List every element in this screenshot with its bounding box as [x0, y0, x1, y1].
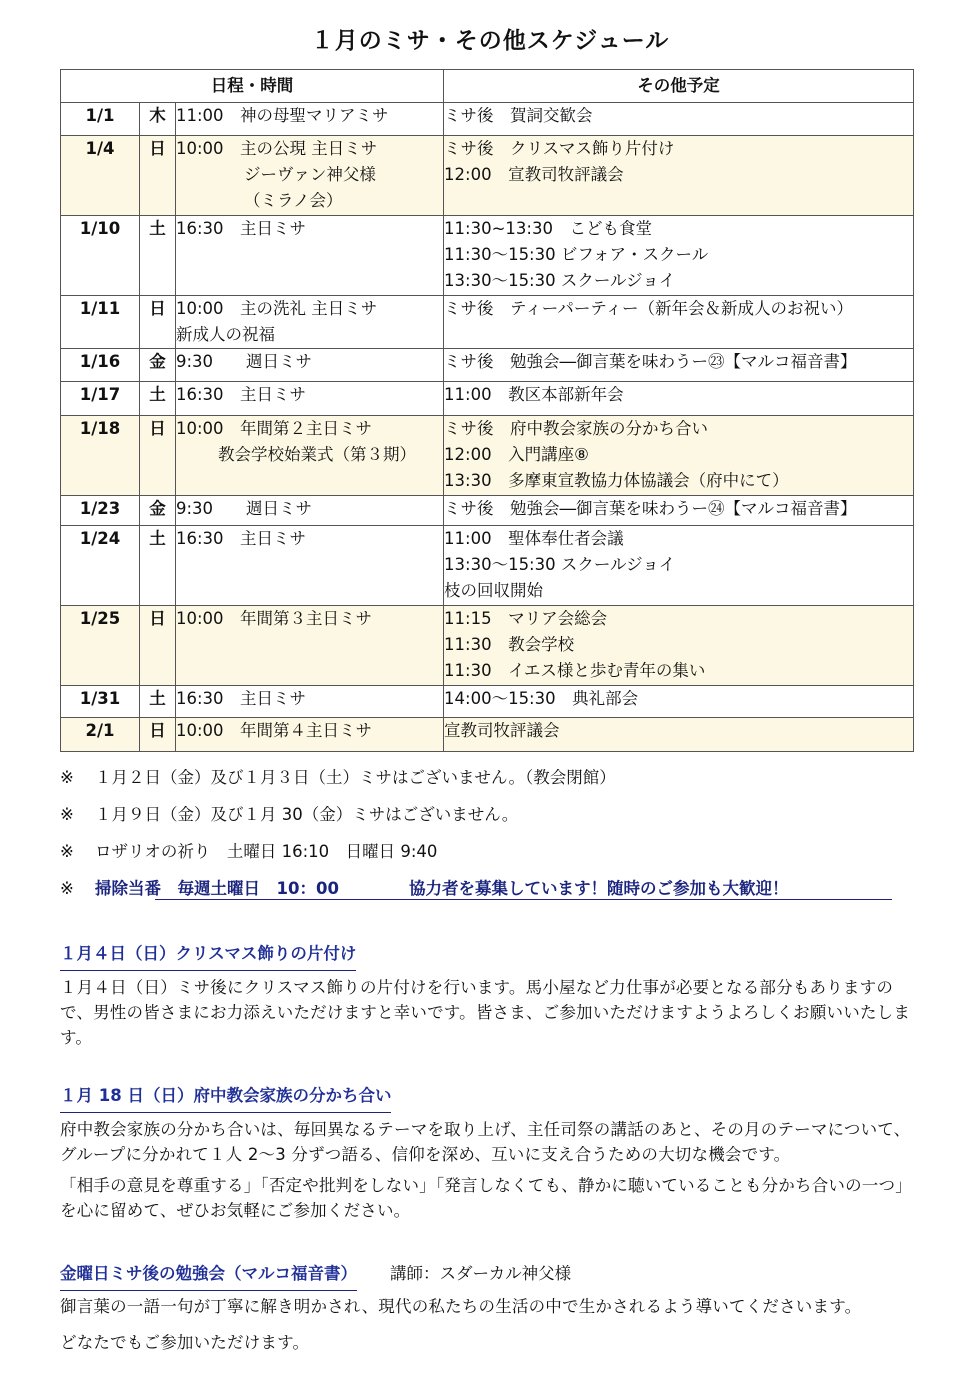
row-mass — [176, 416, 444, 496]
mass-line: 16:30 主日ミサ — [176, 529, 307, 548]
row-other — [444, 136, 914, 216]
table-row — [61, 526, 914, 606]
row-day: 金 — [140, 349, 176, 382]
schedule-table — [60, 69, 914, 752]
other-line: 11:30 教会学校 — [444, 635, 575, 654]
section-body-family-sharing-1: 府中教会家族の分かち合いは、毎回異なるテーマを取り上げ、主任司祭の講話のあと、その月のテーマについて、グループに分かれて１人 2～3 分ずつ語る、信仰を深め、互いに支え合うための大切な機会です。 — [60, 1120, 911, 1164]
section-body-study-group-1: 御言葉の一語一句が丁寧に解き明かされ、現代の私たちの生活の中で生かされるよう導いてくださいます。 — [60, 1297, 862, 1316]
row-other — [444, 382, 914, 416]
mass-line: （ミラノ会） — [244, 191, 343, 210]
row-other — [444, 496, 914, 526]
table-header-row — [61, 70, 914, 103]
other-line: 13:30～15:30 スクールジョイ — [444, 555, 676, 574]
mass-line: 10:00 年間第２主日ミサ — [176, 419, 373, 438]
other-line: 12:00 宣教司牧評議会 — [444, 165, 624, 184]
mass-line: 9:30 週日ミサ — [176, 352, 313, 371]
other-line: 11:30～15:30 ビフォア・スクール — [444, 245, 709, 264]
other-line: 11:15 マリア会総会 — [444, 609, 608, 628]
row-date: 1/1 — [61, 103, 140, 136]
row-date: 1/16 — [61, 349, 140, 382]
row-day: 土 — [140, 216, 176, 296]
row-mass — [176, 136, 444, 216]
note-text: ロザリオの祈り 土曜日 16:10 日曜日 9:40 — [95, 842, 438, 861]
table-row — [61, 686, 914, 718]
section-body-study-group-2: どなたでもご参加いただけます。 — [60, 1333, 310, 1352]
row-mass — [176, 296, 444, 349]
row-day: 土 — [140, 526, 176, 606]
mass-line: 10:00 年間第３主日ミサ — [176, 609, 373, 628]
row-day: 金 — [140, 496, 176, 526]
row-mass — [176, 349, 444, 382]
mass-line: 10:00 主の公現 主日ミサ — [176, 139, 378, 158]
section-body-christmas-cleanup: １月４日（日）ミサ後にクリスマス飾りの片付けを行います。馬小屋など力仕事が必要となる部分もありますので、男性の皆さまにお力添えいただけますと幸いです。皆さま、ご参加いただけますようよろしくお願いいたします。 — [60, 978, 911, 1047]
table-row — [61, 496, 914, 526]
row-date: 1/4 — [61, 136, 140, 216]
row-date: 1/31 — [61, 686, 140, 718]
other-line: 11:00 教区本部新年会 — [444, 385, 624, 404]
mass-line: 教会学校始業式（第３期） — [218, 445, 416, 464]
row-date: 1/17 — [61, 382, 140, 416]
other-line: ミサ後 勉強会―御言葉を味わうー㉔【マルコ福音書】 — [444, 499, 857, 518]
row-other — [444, 296, 914, 349]
row-other — [444, 416, 914, 496]
row-day: 木 — [140, 103, 176, 136]
row-other — [444, 349, 914, 382]
row-date: 2/1 — [61, 718, 140, 752]
row-date: 1/23 — [61, 496, 140, 526]
mass-line: 16:30 主日ミサ — [176, 219, 307, 238]
table-row — [61, 606, 914, 686]
table-row — [61, 216, 914, 296]
section-heading-study-group: 金曜日ミサ後の勉強会（マルコ福音書） — [60, 1260, 357, 1291]
mass-line: 10:00 年間第４主日ミサ — [176, 721, 373, 740]
row-date: 1/10 — [61, 216, 140, 296]
other-line: 11:30 イエス様と歩む青年の集い — [444, 661, 706, 680]
volunteer-call-text: 協力者を募集しています！随時のご参加も大歓迎！ — [408, 879, 789, 898]
row-day: 日 — [140, 606, 176, 686]
other-line: 12:00 入門講座⑧ — [444, 445, 589, 464]
table-row — [61, 718, 914, 752]
other-line: ミサ後 勉強会―御言葉を味わうー㉓【マルコ福音書】 — [444, 352, 857, 371]
row-other — [444, 686, 914, 718]
mass-line: 9:30 週日ミサ — [176, 499, 313, 518]
note-item — [60, 768, 920, 805]
note-item — [60, 805, 920, 842]
table-row — [61, 416, 914, 496]
table-row — [61, 382, 914, 416]
row-day: 日 — [140, 296, 176, 349]
other-line: ミサ後 ティーパーティー（新年会＆新成人のお祝い） — [444, 299, 854, 318]
other-line: 宣教司牧評議会 — [444, 721, 560, 740]
row-date: 1/25 — [61, 606, 140, 686]
lecturer-text: 講師：スダーカル神父様 — [390, 1264, 572, 1283]
other-line: ミサ後 府中教会家族の分かち合い — [444, 419, 709, 438]
note-mark: ※ — [60, 842, 74, 861]
row-day: 土 — [140, 382, 176, 416]
other-line: 14:00～15:30 典礼部会 — [444, 689, 639, 708]
row-day: 日 — [140, 136, 176, 216]
row-mass — [176, 718, 444, 752]
row-date: 1/11 — [61, 296, 140, 349]
row-mass — [176, 526, 444, 606]
row-mass — [176, 382, 444, 416]
row-mass — [176, 103, 444, 136]
note-item — [60, 842, 920, 879]
table-row — [61, 103, 914, 136]
mass-line: 16:30 主日ミサ — [176, 689, 307, 708]
mass-line: 16:30 主日ミサ — [176, 385, 307, 404]
row-mass — [176, 606, 444, 686]
header-schedule: 日程・時間 — [61, 70, 444, 103]
row-day: 日 — [140, 416, 176, 496]
row-other — [444, 103, 914, 136]
other-line: 11:00 聖体奉仕者会議 — [444, 529, 624, 548]
table-row — [61, 296, 914, 349]
mass-line: 10:00 主の洗礼 主日ミサ — [176, 299, 378, 318]
note-mark: ※ — [60, 805, 74, 824]
row-other — [444, 216, 914, 296]
other-line: ミサ後 賀詞交歓会 — [444, 106, 593, 125]
row-mass — [176, 496, 444, 526]
note-mark: ※ — [60, 768, 74, 787]
row-mass — [176, 216, 444, 296]
row-other — [444, 606, 914, 686]
row-date: 1/18 — [61, 416, 140, 496]
notes-list — [60, 768, 920, 916]
other-line: 枝の回収開始 — [444, 581, 544, 600]
row-other — [444, 718, 914, 752]
table-row — [61, 136, 914, 216]
row-day: 日 — [140, 718, 176, 752]
table-row — [61, 349, 914, 382]
page-title: １月のミサ・その他スケジュール — [310, 28, 670, 54]
other-line: 13:30～15:30 スクールジョイ — [444, 271, 676, 290]
note-text: １月９日（金）及び１月 30（金）ミサはございません。 — [95, 805, 519, 824]
other-line: 11:30~13:30 こども食堂 — [444, 219, 652, 238]
mass-line: 11:00 神の母聖マリアミサ — [176, 106, 389, 125]
other-line: ミサ後 クリスマス飾り片付け — [444, 139, 675, 158]
mass-line: ジーヴァン神父様 — [244, 165, 376, 184]
section-heading-family-sharing: １月 18 日（日）府中教会家族の分かち合い — [60, 1082, 391, 1113]
row-day: 土 — [140, 686, 176, 718]
header-other: その他予定 — [444, 70, 914, 103]
cleaning-duty-text: 掃除当番 毎週土曜日 10：00 — [95, 879, 339, 898]
note-text: １月２日（金）及び１月３日（土）ミサはございません。（教会閉館） — [95, 768, 616, 787]
note-mark: ※ — [60, 879, 74, 898]
row-other — [444, 526, 914, 606]
section-body-family-sharing-2: 「相手の意見を尊重する」「否定や批判をしない」「発言しなくても、静かに聴いていることも分かち合いの一つ」を心に留めて、ぜひお気軽にご参加ください。 — [60, 1176, 912, 1220]
other-line: 13:30 多摩東宣教協力体協議会（府中にて） — [444, 471, 789, 490]
note-underline — [155, 899, 892, 900]
note-item-cleaning — [60, 879, 920, 916]
row-mass — [176, 686, 444, 718]
mass-line: 新成人の祝福 — [176, 325, 275, 344]
section-heading-christmas-cleanup: １月４日（日）クリスマス飾りの片付け — [60, 940, 356, 971]
row-date: 1/24 — [61, 526, 140, 606]
